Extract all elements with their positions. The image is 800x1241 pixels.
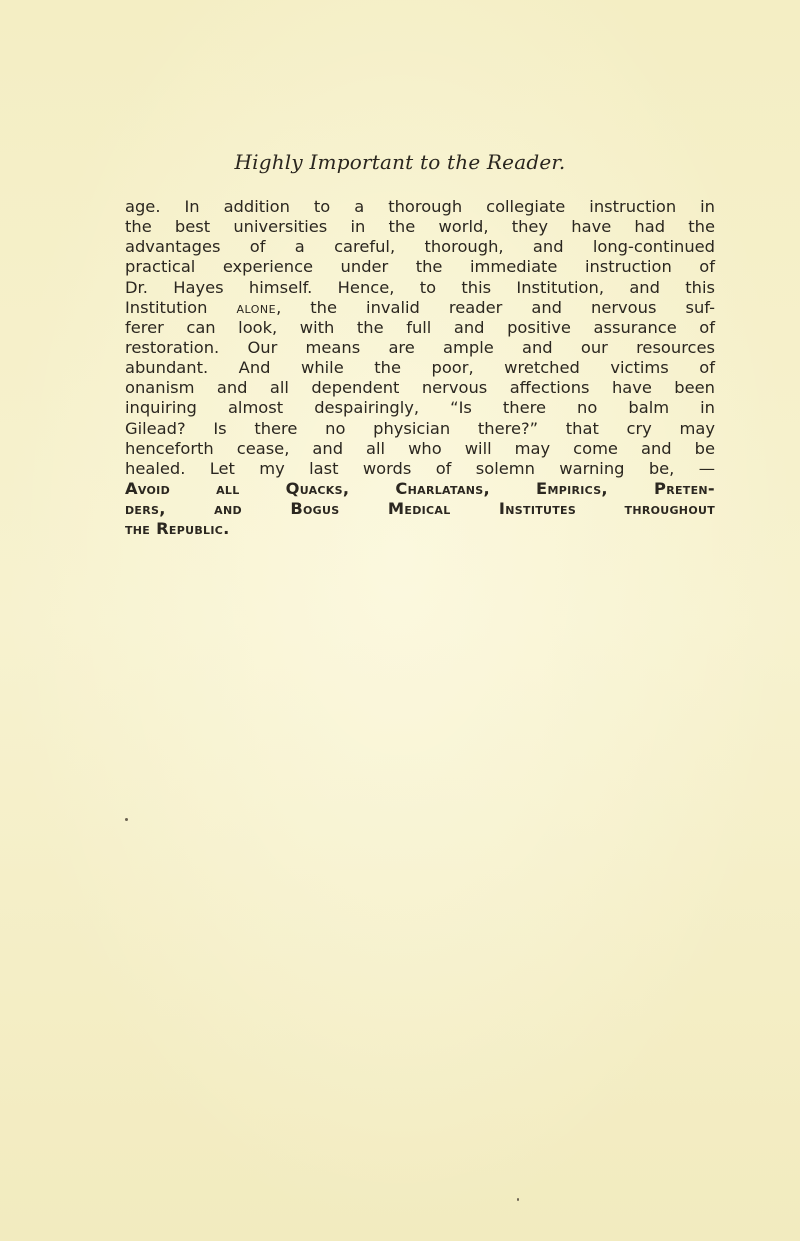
text-line: Dr. Hayes himself. Hence, to this Institution, and this <box>125 277 715 297</box>
text-fragment: Institution <box>125 297 237 317</box>
text-line: ferer can look, with the full and positive assurance of <box>125 317 715 337</box>
text-line <box>125 298 715 318</box>
text-line: healed. Let my last words of solemn warning be, — <box>125 458 715 478</box>
paper-speck <box>517 1198 519 1201</box>
text-line: restoration. Our means are ample and our resources <box>125 337 715 357</box>
text-line: abundant. And while the poor, wretched victims of <box>125 358 715 378</box>
text-line: onanism and all dependent nervous affections have been <box>125 378 715 398</box>
body-paragraph <box>125 197 715 539</box>
warning-line: Avoid all Quacks, Charlatans, Empirics, Preten- <box>125 478 715 498</box>
running-header: Highly Important to the Reader. <box>234 150 566 174</box>
text-line: practical experience under the immediate instruction of <box>125 257 715 277</box>
text-line: inquiring almost despairingly, “Is there no balm in <box>125 398 715 418</box>
text-fragment: , the invalid reader and nervous suf- <box>276 297 716 317</box>
paper-speck <box>125 818 128 821</box>
text-line: age. In addition to a thorough collegiate instruction in <box>125 197 715 216</box>
warning-line: the Republic. <box>125 519 230 539</box>
text-line: Gilead? Is there no physician there?” that cry may <box>125 418 715 438</box>
text-line: henceforth cease, and all who will may come and be <box>125 438 715 458</box>
emphasis-alone: alone <box>236 297 277 317</box>
text-line: advantages of a careful, thorough, and long-continued <box>125 237 715 257</box>
warning-line: ders, and Bogus Medical Institutes throughout <box>125 499 715 519</box>
text-line: the best universities in the world, they have had the <box>125 217 715 237</box>
